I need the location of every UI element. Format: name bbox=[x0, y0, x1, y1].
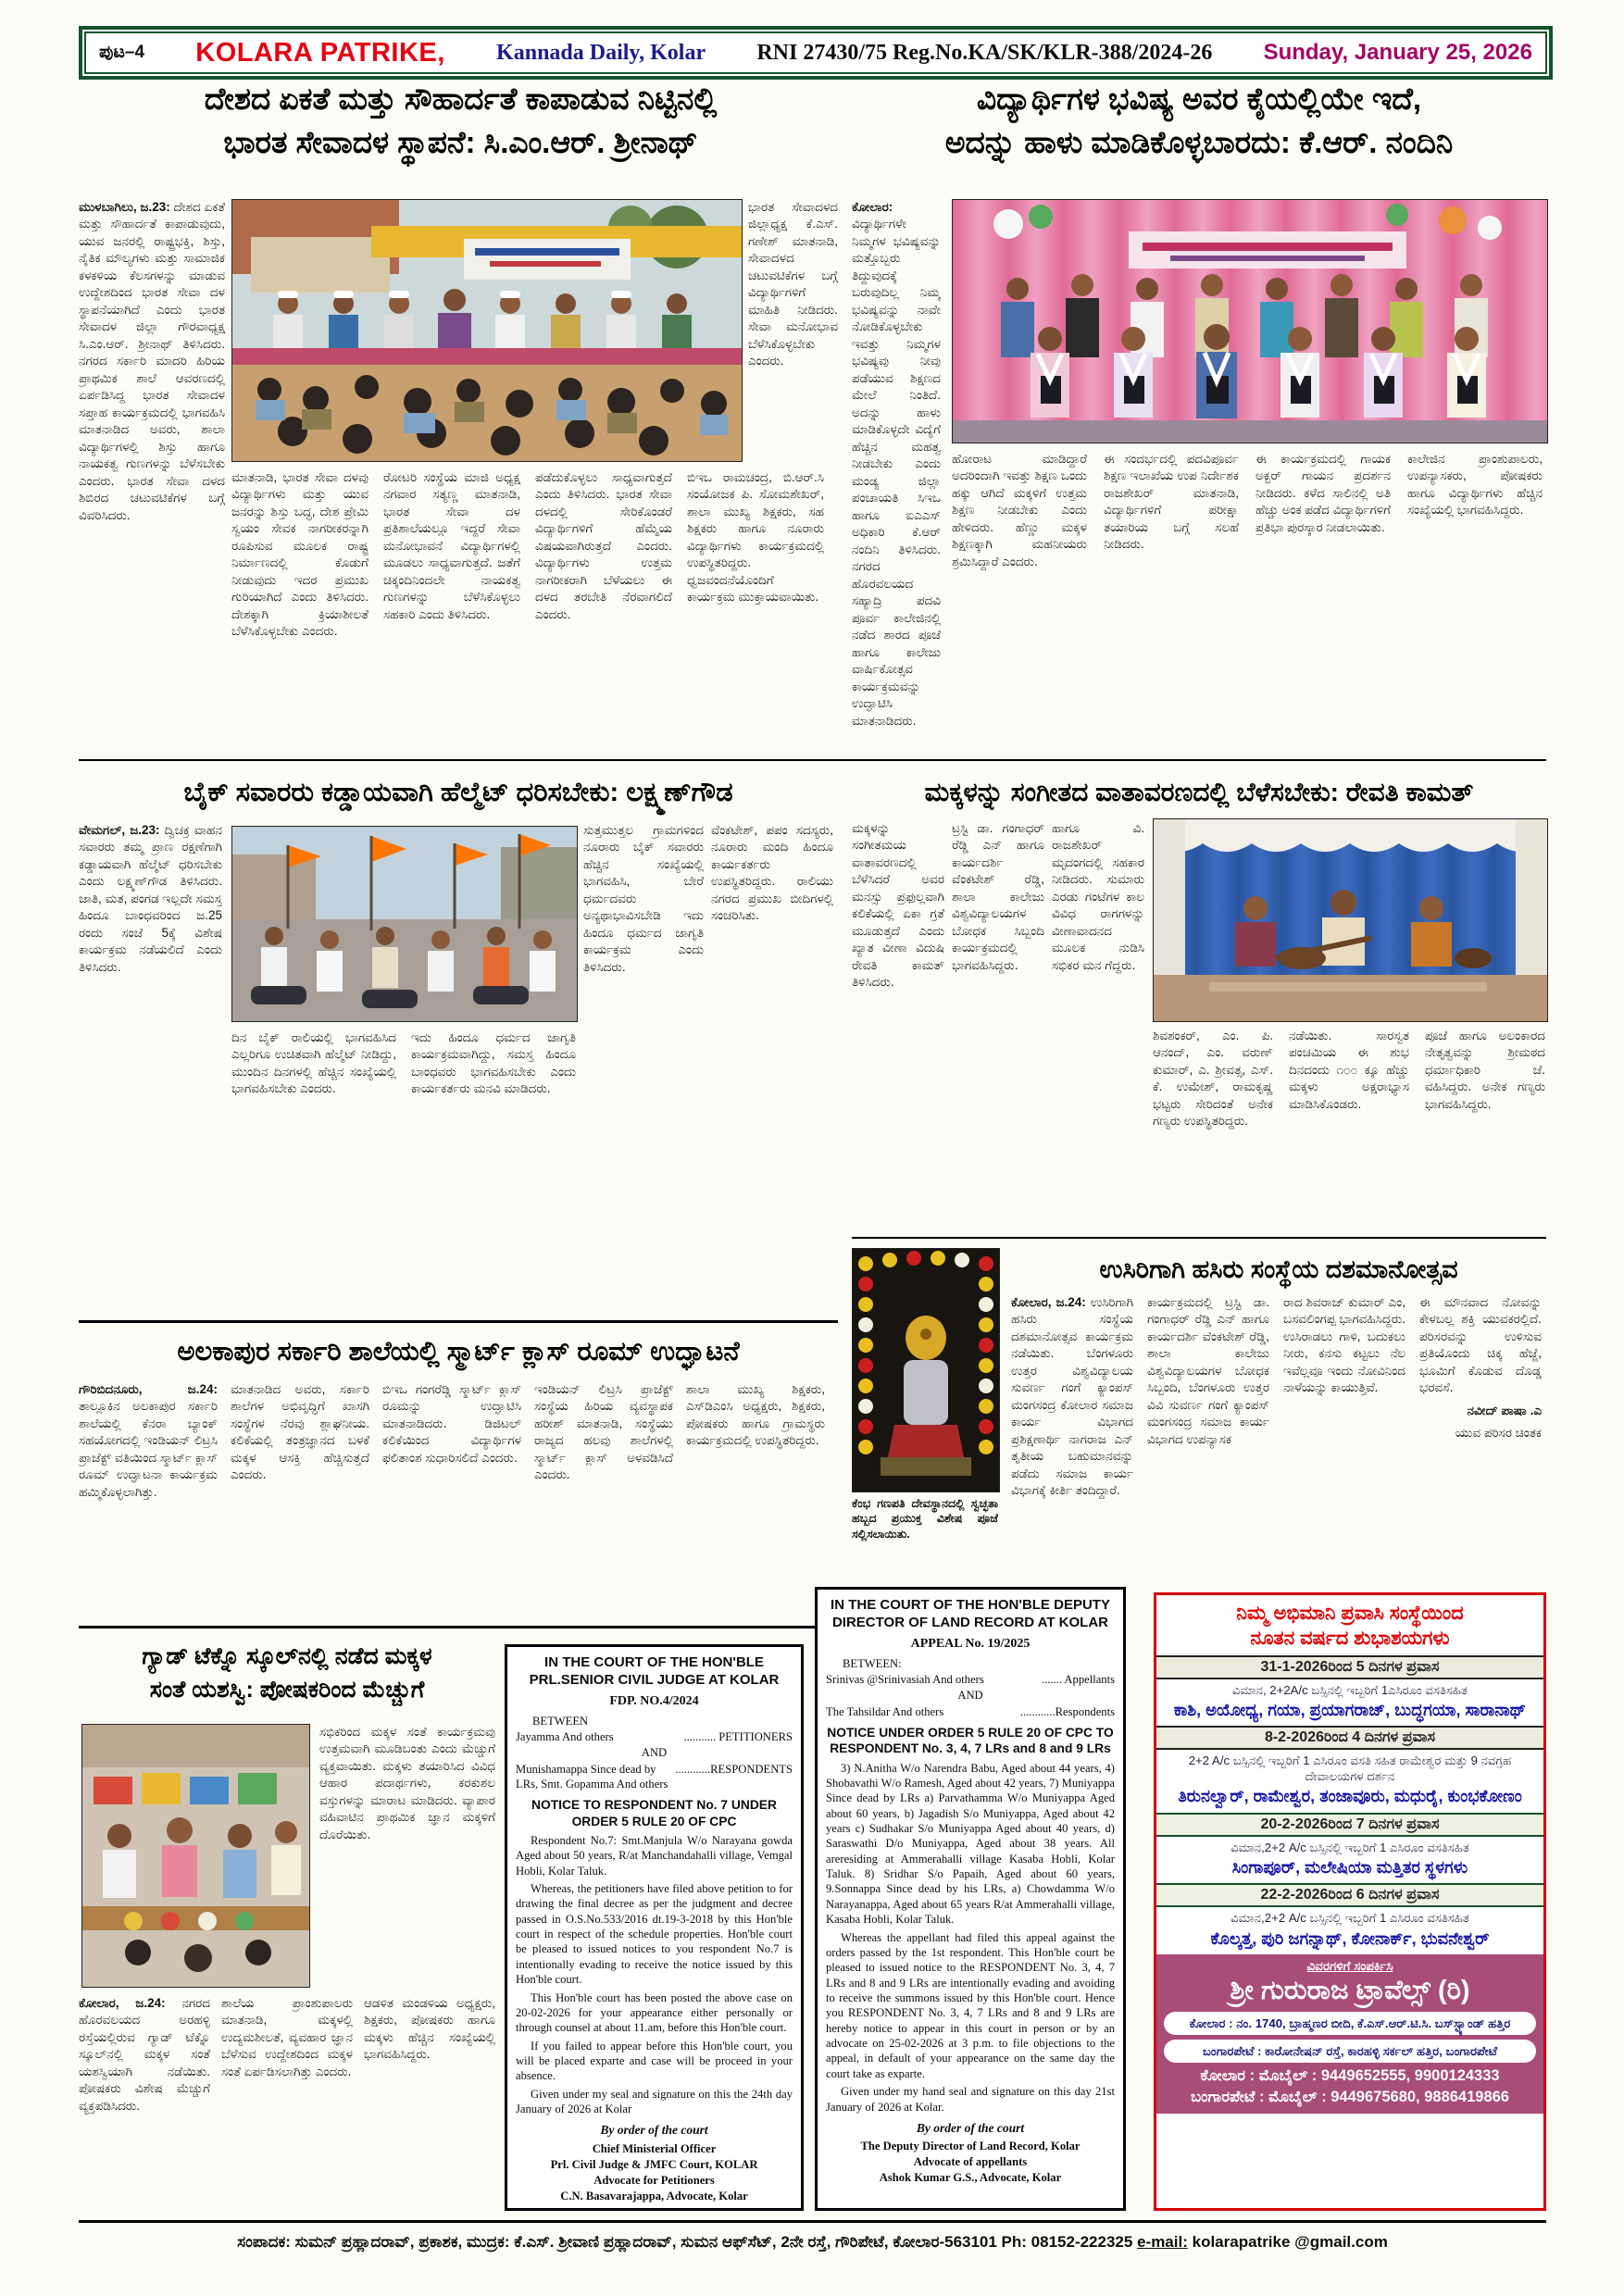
nandini-col-2 bbox=[1104, 451, 1239, 745]
ad-greeting-line1: ನಿಮ್ಮ ಅಭಿಮಾನಿ ಪ್ರವಾಸಿ ಸಂಸ್ಥೆಯಿಂದ bbox=[1236, 1603, 1464, 1624]
headline-santhe bbox=[79, 1641, 495, 1706]
sevadal-col-2 bbox=[383, 469, 520, 745]
music-below-3 bbox=[1425, 1028, 1545, 1231]
deity-photo-caption bbox=[852, 1496, 998, 1581]
santhe-col-3 bbox=[364, 1995, 495, 2213]
helmet-col-left bbox=[79, 822, 222, 1313]
divider-helmet-bottom bbox=[79, 1320, 838, 1323]
ad-tour3-date-bar: 20-2-2026ರಿಂದ 7 ದಿನಗಳ ಪ್ರವಾಸ bbox=[1156, 1813, 1543, 1837]
headline-helmet bbox=[79, 774, 838, 812]
ad-contact-label: ವಿವರಗಳಿಗೆ ಸಂಪರ್ಕಿಸಿ bbox=[1306, 1958, 1393, 1973]
footer-email: kolarapatrike @gmail.com bbox=[1192, 2233, 1388, 2251]
ad-tour3-places: ಸಿಂಗಾಪೂರ್, ಮಲೇಷಿಯಾ ಮತ್ತಿತರ ಸ್ಥಳಗಳು bbox=[1231, 1858, 1468, 1877]
civil-between-label: BETWEEN bbox=[532, 1714, 589, 1728]
land-appellants-row bbox=[826, 1672, 1115, 1687]
civil-and-label: AND bbox=[641, 1746, 668, 1760]
headline-music bbox=[852, 774, 1546, 811]
headline-green-text: ಉಸಿರಿಗಾಗಿ ಹಸಿರು ಸಂಸ್ಥೆಯ ದಶಮಾನೋತ್ಸವ bbox=[1099, 1255, 1458, 1283]
sevadal-col-1 bbox=[231, 469, 369, 745]
headline-green bbox=[1011, 1252, 1546, 1287]
civil-petitioners-row bbox=[516, 1729, 793, 1744]
smartclass-col-5 bbox=[686, 1381, 825, 1615]
civil-petitioner-label: ........... PETITIONERS bbox=[683, 1730, 793, 1744]
smartclass-col-5-text: ಶಾಲಾ ಮುಖ್ಯ ಶಿಕ್ಷಕರು, ಎಸ್‌ಡಿಎಂಸಿ ಅಧ್ಯಕ್ಷರು, ಶಿಕ್ಷಕರು, ಪೋಷಕರು ಹಾಗೂ ಗ್ರಾಮಸ್ಥರು ಕಾರ್ಯಕ್ರಮದಲ್ಲಿ ಉಪಸ್ಥಿತರಿದ್ದರು. bbox=[686, 1382, 825, 1448]
ad-address-bangarpet: ಬಂಗಾರಪೇಟೆ : ಕಾರೋನೇಷನ್ ರಸ್ತೆ, ಕಾರಹಳ್ಳಿ ಸರ್ಕಲ್ ಹತ್ತಿರ, ಬಂಗಾರಪೇಟೆ bbox=[1164, 2040, 1536, 2063]
photo-deity-pooja bbox=[852, 1248, 1000, 1492]
smartclass-col-4-text: ಇಂಡಿಯನ್ ಲಿಟ್ರಸಿ ಪ್ರಾಜೆಕ್ಟ್ ಸಂಸ್ಥೆಯ ಹಿರಿಯ ವ್ಯವಸ್ಥಾಪಕ ಹರೀಶ್ ಮಾತನಾಡಿ, ಸಂಸ್ಥೆಯು ರಾಜ್ಯದ ಹಲವು ಶಾಲೆಗಳಲ್ಲಿ ಸ್ಮಾರ್ಟ್ ಕ್ಲಾಸ್ ಅಳವಡಿಸಿದೆ ಎಂದರು. bbox=[534, 1382, 673, 1482]
civil-court-title-1: IN THE COURT OF THE HON'BLE bbox=[544, 1654, 764, 1670]
civil-court-title-2: PRL.SENIOR CIVIL JUDGE AT KOLAR bbox=[529, 1671, 780, 1688]
paper-subtitle: Kannada Daily, Kolar bbox=[496, 40, 706, 65]
helmet-col-2-text: ಸುತ್ತಮುತ್ತಲ ಗ್ರಾಮಗಳಿಂದ ನೂರಾರು ಬೈಕ್ ಸವಾರರು ಹೆಚ್ಚಿನ ಸಂಖ್ಯೆಯಲ್ಲಿ ಭಾಗವಹಿಸಿ, ಬೇರೆ ಧರ್ಮದವರು ಅನ್ಯಥಾಭಾವಿಸಬೇಡಿ ಇದು ಹಿಂದೂ ಧರ್ಮದ ಜಾಗೃತಿ ಕಾರ್ಯಕ್ರಮ ಎಂದು ತಿಳಿಸಿದರು. bbox=[583, 823, 704, 974]
santhe-col-side bbox=[319, 1724, 495, 1986]
nandini-col-4 bbox=[1407, 451, 1543, 745]
sevadal-intro: ದೇಶದ ಏಕತೆ ಮತ್ತು ಸೌಹಾರ್ದತೆ ಕಾಪಾಡುವುದು, ಯುವ ಜನರಲ್ಲಿ ರಾಷ್ಟ್ರಭಕ್ತಿ, ಶಿಸ್ತು, ನೈತಿಕ ಮೌಲ್ಯಗಳು ಮತ್ತು ಸಾಮಾಜಿಕ ಕಳಕಳಿಯ ಕೆಲಸಗಳನ್ನು ಮಾಡುವ ಉದ್ದೇಶದಿಂದ ಭಾರತ ಸೇವಾ ದಳ ಸ್ಥಾಪನೆಯಾಗಿದೆ ಎಂದು ಭಾರತ ಸೇವಾದಳ ಜಿಲ್ಲಾ ಗೌರವಾಧ್ಯಕ್ಷ ಸಿ.ಎಂ.ಆರ್. ಶ್ರೀನಾಥ್ ತಿಳಿಸಿದರು. ನಗರದ ಸರ್ಕಾರಿ ಮಾದರಿ ಹಿರಿಯ ಪ್ರಾಥಮಿಕ ಶಾಲೆ ಆವರಣದಲ್ಲಿ ಏರ್ಪಡಿಸಿದ್ದ ಭಾರತ ಸೇವಾದಳ ಸಪ್ತಾಹ ಕಾರ್ಯಕ್ರಮದಲ್ಲಿ ಭಾಗವಹಿಸಿ ಮಾತನಾಡಿದ ಅವರು, ಶಾಲಾ ವಿದ್ಯಾರ್ಥಿಗಳಲ್ಲಿ ಶಿಸ್ತು ಹಾಗೂ ನಾಯಕತ್ವ ಗುಣಗಳನ್ನು ಬೆಳೆಸಬೇಕು ಎಂದರು. ಭಾರತ ಸೇವಾ ದಳದ ಶಿಬಿರದ ಚಟುವಟಿಕೆಗಳ ಬಗ್ಗೆ ವಿವರಿಸಿದರು. bbox=[79, 200, 225, 522]
headline-nandini bbox=[852, 78, 1546, 165]
land-respondents-row bbox=[826, 1704, 1115, 1719]
music-below-1-text: ಶಿವಶಂಕರ್, ಎಂ. ಪಿ. ಆನಂದ್, ಎಂ. ವರುಣ್ ಕುಮಾರ್, ಎ. ಶ್ರೀವತ್ಸ, ಎಸ್. ಕೆ. ಉಮೇಶ್, ರಾಮಕೃಷ್ಣ ಭಟ್ಟರು ಸೇರಿದಂತೆ ಅನೇಕ ಗಣ್ಯರು ಉಪಸ್ಥಿತರಿದ್ದರು. bbox=[1153, 1029, 1273, 1129]
sevadal-col-3-text: ಪಡೆದುಕೊಳ್ಳಲು ಸಾಧ್ಯವಾಗುತ್ತದೆ ಎಂದು ತಿಳಿಸಿದರು. ಭಾರತ ಸೇವಾ ದಳದಲ್ಲಿ ಸೇರಿಕೊಂಡರೆ ವಿದ್ಯಾರ್ಥಿಗಳಿಗೆ ಹೆಮ್ಮೆಯ ವಿಷಯವಾಗಿರುತ್ತದೆ ಎಂದರು. ವಿದ್ಯಾರ್ಥಿಗಳು ಉತ್ತಮ ನಾಗರೀಕರಾಗಿ ಬೆಳೆಯಲು ಈ ದಳದ ತರಬೇತಿ ನೆರವಾಗಲಿದೆ ಎಂದರು. bbox=[535, 470, 672, 621]
land-para-3: Given under my hand seal and signature on this day 21st January of 2026 at Kolar. bbox=[826, 2085, 1115, 2114]
santhe-col-1 bbox=[79, 1995, 210, 2213]
land-para-2: Whereas the appellant had filed this appeal against the orders passed by the 1st respondent. This Hon'ble court be pleased to issued notice to the RESPONDENT No. 3, 4, 7 LRs and 8 and 9 LRs are intentionally evading and avoiding to receive the summons issued by this Hon'ble court. Hence you RESPONDENT No. 3, 4, 7 LRs and 8 and 9 LRs are hereby notice to appear in this court in person or by an advocate on 25-02-2026 at 3 p.m. to file objections to the appeal, in default of your appearance on the same day the court take as exparte. bbox=[826, 1930, 1115, 2080]
green-signature-name: ನವೀದ್ ಪಾಷಾ .ಎ bbox=[1467, 1403, 1542, 1417]
headline-santhe-line1: ಗ್ಯಾಡ್ ಟೆಕ್ನೊ ಸ್ಕೂಲ್‌ನಲ್ಲಿ ನಡೆದ ಮಕ್ಕಳ bbox=[142, 1643, 432, 1669]
headline-smartclass-text: ಅಲಕಾಪುರ ಸರ್ಕಾರಿ ಶಾಲೆಯಲ್ಲಿ ಸ್ಮಾರ್ಟ್ ಕ್ಲಾಸ್ ರೂಮ್ ಉದ್ಘಾಟನೆ bbox=[177, 1337, 740, 1366]
music-col-1-text: ಮಕ್ಕಳನ್ನು ಸಂಗೀತಮಯ ವಾತಾವರಣದಲ್ಲಿ ಬೆಳೆಸಿದರೆ ಅವರ ಮನಸ್ಸು ಪ್ರಫುಲ್ಲವಾಗಿ ಕಲಿಕೆಯಲ್ಲಿ ಏಕಾ ಗ್ರತೆ ಮೂಡುತ್ತದೆ ಎಂದು ಖ್ಯಾತ ವೀಣಾ ವಿದುಷಿ ರೇವತಿ ಕಾಮತ್ ತಿಳಿಸಿದರು. bbox=[852, 821, 944, 990]
music-below-3-text: ಪೂಜೆ ಹಾಗೂ ಅಲಂಕಾರದ ನೇತೃತ್ವವನ್ನು ಶ್ರೀಮಠದ ಧರ್ಮಾಧಿಕಾರಿ ಜೆ. ವಹಿಸಿದ್ದರು. ಅನೇಕ ಗಣ್ಯರು ಭಾಗವಹಿಸಿದ್ದರು. bbox=[1425, 1029, 1545, 1111]
photo-santhe-fair bbox=[81, 1724, 310, 1988]
divider-row1 bbox=[79, 759, 1546, 761]
civil-para-1: Respondent No.7: Smt.Manjula W/o Narayana gowda Aged about 50 years, R/at Manchandahalli village, Vemgal Hobli, Kolar Taluk. bbox=[516, 1833, 793, 1878]
civil-respondent-name: Munishamappa Since dead by LRs, Smt. Gopamma And others bbox=[516, 1762, 668, 1791]
music-below-1 bbox=[1153, 1028, 1273, 1231]
headline-smartclass bbox=[79, 1333, 838, 1371]
issue-date: Sunday, January 25, 2026 bbox=[1263, 40, 1532, 65]
civil-notice-subject bbox=[516, 1797, 793, 1828]
sevadal-col-left bbox=[79, 199, 225, 747]
civil-sig-4: C.N. Basavarajappa, Advocate, Kolar bbox=[560, 2189, 748, 2202]
headline-sevadal-line1: ದೇಶದ ಏಕತೆ ಮತ್ತು ಸೌಹಾರ್ದತೆ ಕಾಪಾಡುವ ನಿಟ್ಟಿನಲ್ಲಿ bbox=[204, 81, 718, 116]
photo-nandini-awards bbox=[952, 199, 1548, 443]
green-signature-role: ಯುವ ಪರಿಸರ ಚಿಂತಕ bbox=[1455, 1426, 1542, 1441]
photo-deity-illustration bbox=[853, 1249, 999, 1491]
land-sig-3: Ashok Kumar G.S., Advocate, Kolar bbox=[879, 2171, 1062, 2185]
smartclass-col-2 bbox=[231, 1381, 369, 1615]
land-respondent-name: The Tahsildar And others bbox=[826, 1704, 944, 1718]
nandini-col-left bbox=[852, 199, 941, 747]
land-by-order: By order of the court bbox=[916, 2120, 1025, 2135]
land-notice-subject-2: RESPONDENT No. 3, 4, 7 LRs and 8 and 9 LRs bbox=[830, 1741, 1111, 1756]
land-notice-subject-1: NOTICE UNDER ORDER 5 RULE 20 OF CPC TO bbox=[827, 1726, 1114, 1741]
footer-rule bbox=[79, 2220, 1546, 2223]
music-col-2-text: ಟ್ರಸ್ಟಿ ಡಾ. ಗಂಗಾಧರ್ ರೆಡ್ಡಿ ಎನ್ ಹಾಗೂ ಕಾರ್ಯದರ್ಶಿ ವೆಂಕಟೇಶ್ ರೆಡ್ಡಿ, ಶಾಲಾ ಕಾಲೇಜು ವಿಶ್ವವಿದ್ಯಾಲಯಗಳ ಬೋಧಕ ಸಿಬ್ಬಂದಿ ಕಾರ್ಯಕ್ರಮದಲ್ಲಿ ಭಾಗವಹಿಸಿದ್ದರು. bbox=[952, 821, 1044, 972]
civil-para-2: Whereas, the petitioners have filed above petition to for drawing the final decree as per the judgment and decree passed in O.S.No.533/2016 dt.19-3-2018 by this Hon'ble court in respect of the schedule properties. Hon'ble court be pleased to issued notices to you respondent No.7 is intentionally evading to receive the notice issued by this Hon'ble court. bbox=[516, 1882, 793, 1987]
helmet-col-3 bbox=[711, 822, 833, 1313]
smartclass-intro: ತಾಲ್ಲೂಕಿನ ಅಲಕಾಪುರ ಸರ್ಕಾರಿ ಶಾಲೆಯಲ್ಲಿ ಕೆನರಾ ಬ್ಯಾಂಕ್ ಸಹಯೋಗದಲ್ಲಿ ಇಂಡಿಯನ್ ಲಿಟ್ರಸಿ ಪ್ರಾಜೆಕ್ಟ್ ವತಿಯಿಂದ ಸ್ಮಾರ್ಟ್ ಕ್ಲಾಸ್ ರೂಮ್ ಉದ್ಘಾಟನಾ ಕಾರ್ಯಕ್ರಮ ಹಮ್ಮಿಕೊಳ್ಳಲಾಗಿತ್ತು. bbox=[79, 1399, 218, 1499]
headline-music-text: ಮಕ್ಕಳನ್ನು ಸಂಗೀತದ ವಾತಾವರಣದಲ್ಲಿ ಬೆಳೆಸಬೇಕು: ರೇವತಿ ಕಾಮತ್ bbox=[924, 778, 1474, 806]
nandini-intro: ವಿದ್ಯಾರ್ಥಿಗಳೇ ನಿಮ್ಮಗಳ ಭವಿಷ್ಯವನ್ನು ಮತ್ತೊಬ್ಬರು ತಿದ್ದುವುದಕ್ಕೆ ಬರುವುದಿಲ್ಲ ನಿಮ್ಮ ಭವಿಷ್ಯವನ್ನು ನಾವೇ ನೋಡಿಕೊಳ್ಳಬೇಕು ಇವತ್ತು ನಿಮ್ಮಗಳ ಭವಿಷ್ಯವು ನೀವು ಪಡೆಯುವ ಶಿಕ್ಷಣದ ಮೇಲೆ ನಿಂತಿದೆ. ಅದನ್ನು ಹಾಳು ಮಾಡಿಕೊಳ್ಳದೇ ವಿದ್ಯೆಗೆ ಹೆಚ್ಚಿನ ಮಹತ್ವ ನೀಡಬೇಕು ಎಂದು ಮಂಡ್ಯ ಜಿಲ್ಲಾ ಪಂಚಾಯತಿ ಸಿಇಒ ಹಾಗೂ ಐಎಎಸ್ ಅಧಿಕಾರಿ ಕೆ.ಆರ್ ನಂದಿನಿ ತಿಳಿಸಿದರು. ನಗರದ ಹೊರವಲಯದ ಸಹ್ಯಾದ್ರಿ ಪದವಿ ಪೂರ್ವ ಕಾಲೇಜಿನಲ್ಲಿ ನಡೆದ ಶಾರದ ಪೂಜೆ ಹಾಗೂ ಕಾಲೇಜು ವಾರ್ಷಿಕೋತ್ಸವ ಕಾರ್ಯಕ್ರಮವನ್ನು ಉದ್ಘಾಟಿಸಿ ಮಾತನಾಡಿದರು. bbox=[852, 217, 941, 728]
nandini-col-1-text: ಹೋರಾಟ ಮಾಡಿದ್ದಾರೆ ಅದರಿಂದಾಗಿ ಇವತ್ತು ಶಿಕ್ಷಣ ಒಂದು ಹಕ್ಕು ಆಗಿದೆ ಮಕ್ಕಳಿಗೆ ಉತ್ತಮ ಶಿಕ್ಷಣ ನೀಡಬೇಕು ಎಂದು ಹೇಳಿದರು. ಹೆಣ್ಣು ಮಕ್ಕಳ ಶಿಕ್ಷಣಕ್ಕಾಗಿ ಮಹನೀಯರು ಶ್ರಮಿಸಿದ್ದಾರೆ ಎಂದರು. bbox=[952, 452, 1087, 568]
ad-greeting-line2: ನೂತನ ವರ್ಷದ ಶುಭಾಶಯಗಳು bbox=[1250, 1628, 1450, 1650]
civil-sig-1: Chief Ministerial Officer bbox=[592, 2141, 717, 2155]
land-appellant-name: Srinivas @Srinivasiah And others bbox=[826, 1673, 984, 1687]
ad-agency-name: ಶ್ರೀ ಗುರುರಾಜ ಟ್ರಾವೆಲ್ಸ್ (ರಿ) bbox=[1230, 1975, 1470, 2005]
photo-santhe-illustration bbox=[82, 1725, 309, 1987]
page-number-label: ಪುಟ–4 bbox=[99, 43, 145, 62]
ad-greeting bbox=[1156, 1595, 1543, 1655]
legal-notice-civil bbox=[505, 1644, 804, 2211]
smartclass-col-1 bbox=[79, 1381, 218, 1615]
helmet-intro: ದ್ವಿಚಕ್ರ ವಾಹನ ಸವಾರರು ತಮ್ಮ ಪ್ರಾಣ ರಕ್ಷಣೆಗಾಗಿ ಕಡ್ಡಾಯವಾಗಿ ಹೆಲ್ಮೆಟ್ ಧರಿಸಬೇಕು ಎಂದು ಲಕ್ಷ್ಮಣ್‌ಗೌಡ ತಿಳಿಸಿದರು. ಜಾತಿ, ಮತ, ಪಂಗಡ ಇಲ್ಲದೇ ಸಮಸ್ತ ಹಿಂದೂ ಬಾಂಧವರಿಂದ ಜ.25 ರಂದು ಸಂಜೆ 5ಕ್ಕೆ ವಿಶೇಷ ಕಾರ್ಯಕ್ರಮ ನಡೆಯಲಿದೆ ಎಂದು ತಿಳಿಸಿದರು. bbox=[79, 823, 222, 974]
civil-sig-3: Advocate for Petitioners bbox=[593, 2173, 715, 2187]
civil-respondents-row bbox=[516, 1762, 793, 1792]
smartclass-col-4 bbox=[534, 1381, 673, 1615]
nandini-col-3 bbox=[1255, 451, 1391, 745]
helmet-col-4 bbox=[231, 1029, 396, 1313]
santhe-col-2-text: ಶಾಲೆಯ ಪ್ರಾಂಶುಪಾಲರು ಮಾತನಾಡಿ, ಮಕ್ಕಳಲ್ಲಿ ಉದ್ಯಮಶೀಲತೆ, ವ್ಯವಹಾರ ಜ್ಞಾನ ಬೆಳೆಸುವ ಉದ್ದೇಶದಿಂದ ಮಕ್ಕಳ ಸಂತೆ ಏರ್ಪಡಿಸಲಾಗಿತ್ತು ಎಂದರು. bbox=[221, 1996, 353, 2078]
nandini-col-3-text: ಈ ಕಾರ್ಯಕ್ರಮದಲ್ಲಿ ಗಾಯಕ ಅಕ್ಬರ್ ಗಾಯನ ಪ್ರದರ್ಶನ ನೀಡಿದರು. ಕಳೆದ ಸಾಲಿನಲ್ಲಿ ಅತಿ ಹೆಚ್ಚು ಅಂಕ ಪಡೆದ ವಿದ್ಯಾರ್ಥಿಗಳಿಗೆ ಪ್ರತಿಭಾ ಪುರಸ್ಕಾರ ನೀಡಲಾಯಿತು. bbox=[1255, 452, 1391, 534]
footer-imprint bbox=[79, 2233, 1546, 2252]
ad-tour1-desc: ವಿಮಾನ, 2+2A/c ಬಸ್ಸಿನಲ್ಲಿ ಇಬ್ಬರಿಗೆ 1ಎಸಿರೂಂ ವಸತಿಸಹಿತ bbox=[1231, 1682, 1468, 1697]
santhe-side-text: ಸಭಿಕರಿಂದ ಮಕ್ಕಳ ಸಂತೆ ಕಾರ್ಯಕ್ರಮವು ಉತ್ತಮವಾಗಿ ಮೂಡಿಬಂತು ಎಂದು ಮೆಚ್ಚುಗೆ ವ್ಯಕ್ತವಾಯಿತು. ಮಕ್ಕಳು ತಯಾರಿಸಿದ ವಿವಿಧ ಆಹಾರ ಪದಾರ್ಥಗಳು, ಕರಕುಶಲ ವಸ್ತುಗಳನ್ನು ಮಾರಾಟ ಮಾಡಿದರು. ವ್ಯಾಪಾರ ವಹಿವಾಟಿನ ಪ್ರಾಥಮಿಕ ಜ್ಞಾನ ಮಕ್ಕಳಿಗೆ ದೊರೆಯಿತು. bbox=[319, 1725, 495, 1841]
sevadal-col-2-text: ರೋಟರಿ ಸಂಸ್ಥೆಯ ಮಾಜಿ ಅಧ್ಯಕ್ಷ ನಗವಾರ ಸತ್ಯಣ್ಣ ಮಾತನಾಡಿ, ಭಾರತ ಸೇವಾ ದಳ ಪ್ರತಿಶಾಲೆಯಲ್ಲೂ ಇದ್ದರೆ ಸೇವಾ ಮನೋಭಾವನೆ ವಿದ್ಯಾರ್ಥಿಗಳಲ್ಲಿ ಮೂಡಲು ಸಾಧ್ಯವಾಗುತ್ತದೆ. ಜತೆಗೆ ಚಿಕ್ಕಂದಿನಿಂದಲೇ ನಾಯಕತ್ವ ಗುಣಗಳನ್ನು ಬೆಳೆಸಿಕೊಳ್ಳಲು ಸಹಕಾರಿ ಎಂದು ತಿಳಿಸಿದರು. bbox=[383, 470, 520, 621]
nandini-dateline: ಕೋಲಾರ: bbox=[852, 200, 893, 214]
sevadal-col-4-text: ಬಿಇಒ ರಾಮಚಂದ್ರ, ಬಿ.ಆರ್.ಸಿ ಸಂಯೋಜಕ ಪಿ. ಸೋಮಶೇಖರ್, ಶಾಲಾ ಮುಖ್ಯ ಶಿಕ್ಷಕರು, ಸಹ ಶಿಕ್ಷಕರು ಹಾಗೂ ನೂರಾರು ವಿದ್ಯಾರ್ಥಿಗಳು ಕಾರ್ಯಕ್ರಮದಲ್ಲಿ ಉಪಸ್ಥಿತರಿದ್ದರು. ಧ್ವಜವಂದನೆಯೊಂದಿಗೆ ಕಾರ್ಯಕ್ರಮ ಮುಕ್ತಾಯವಾಯಿತು. bbox=[687, 470, 824, 605]
sevadal-col-4 bbox=[687, 469, 824, 745]
helmet-col-4-text: ದಿನ ಬೈಕ್ ರಾಲಿಯಲ್ಲಿ ಭಾಗವಹಿಸಿದ ಎಲ್ಲರಿಗೂ ಉಚಿತವಾಗಿ ಹೆಲ್ಮೆಟ್ ನೀಡಿದ್ದು, ಮುಂದಿನ ದಿನಗಳಲ್ಲಿ ಹೆಚ್ಚಿನ ಸಂಖ್ಯೆಯಲ್ಲಿ ಭಾಗವಹಿಸಬೇಕು ಎಂದರು. bbox=[231, 1030, 396, 1096]
land-court-title-1: IN THE COURT OF THE HON'BLE DEPUTY bbox=[831, 1597, 1110, 1613]
land-and-label: AND bbox=[957, 1689, 983, 1703]
civil-para-3: This Hon'ble court has been posted the above case on 20-02-2026 for your appearance either personally or through counsel at about 11.am, before this Hon'ble court. bbox=[516, 1990, 793, 2035]
santhe-col-3-text: ಆಡಳಿತ ಮಂಡಳಿಯ ಅಧ್ಯಕ್ಷರು, ಶಿಕ್ಷಕರು, ಪೋಷಕರು ಹಾಗೂ ಮಕ್ಕಳು ಹೆಚ್ಚಿನ ಸಂಖ್ಯೆಯಲ್ಲಿ ಭಾಗವಹಿಸಿದ್ದರು. bbox=[364, 1996, 495, 2062]
helmet-dateline: ವೇಮಗಲ್, ಜ.23: bbox=[79, 823, 160, 837]
helmet-col-3-text: ವೆಂಕಟೇಶ್, ಪಪಂ ಸದಸ್ಯರು, ನೂರಾರು ಮಂದಿ ಹಿಂದೂ ಕಾರ್ಯಕರ್ತರು ಉಪಸ್ಥಿತರಿದ್ದರು. ರಾಲಿಯು ನಗರದ ಪ್ರಮುಖ ಬೀದಿಗಳಲ್ಲಿ ಸಂಚರಿಸಿತು. bbox=[711, 823, 833, 923]
civil-case-number: FDP. NO.4/2024 bbox=[609, 1693, 699, 1708]
ad-tour4-desc: ವಿಮಾನ,2+2 A/c ಬಸ್ಸಿನಲ್ಲಿ ಇಬ್ಬರಿಗೆ 1 ಎಸಿರೂಂ ವಸತಿಸಹಿತ bbox=[1230, 1911, 1469, 1926]
ad-address-kolar: ಕೋಲಾರ : ನಂ. 1740, ಬ್ರಾಹ್ಮಣರ ಬೀದಿ, ಕೆ.ಎಸ್.ಆರ್.ಟಿ.ಸಿ. ಬಸ್‌ಸ್ಟ್ಯಾಂಡ್ ಹತ್ತಿರ bbox=[1164, 2012, 1536, 2035]
ad-tour2-desc: 2+2 A/c ಬಸ್ಸಿನಲ್ಲಿ ಇಬ್ಬರಿಗೆ 1 ಎಸಿರೂಂ ವಸತಿ ಸಹಿತ ರಾಮೇಶ್ವರ ಮತ್ತು 9 ನವಗ್ರಹ ದೇವಾಲಯಗಳ ದರ್ಶನ bbox=[1188, 1753, 1512, 1784]
helmet-col-5 bbox=[411, 1029, 576, 1313]
ad-phone-bangarpet: ಬಂಗಾರಪೇಟೆ : ಮೊಬೈಲ್ : 9449675680, 9886419866 bbox=[1191, 2089, 1509, 2106]
civil-para-4: If you failed to appear before this Hon'ble court, you will be placed exparte and case will be proceed in your absence. bbox=[516, 2039, 793, 2083]
green-dateline: ಕೋಲಾರ, ಜ.24: bbox=[1011, 1295, 1086, 1309]
headline-santhe-line2: ಸಂತೆ ಯಶಸ್ವಿ: ಪೋಷಕರಿಂದ ಮೆಚ್ಚುಗೆ bbox=[149, 1676, 425, 1703]
smartclass-col-2-text: ಮಾತನಾಡಿದ ಅವರು, ಸರ್ಕಾರಿ ಶಾಲೆಗಳ ಅಭಿವೃದ್ಧಿಗೆ ಖಾಸಗಿ ಸಂಸ್ಥೆಗಳ ನೆರವು ಶ್ಲಾಘನೀಯ. ಕಲಿಕೆಯಲ್ಲಿ ತಂತ್ರಜ್ಞಾನದ ಬಳಕೆ ಮಕ್ಕಳ ಆಸಕ್ತಿ ಹೆಚ್ಚಿಸುತ್ತದೆ ಎಂದರು. bbox=[231, 1382, 369, 1482]
ad-tour1-places: ಕಾಶಿ, ಅಯೋಧ್ಯ, ಗಯಾ, ಪ್ರಯಾಗರಾಜ್, ಬುದ್ಧಗಯಾ, ಸಾರಾನಾಥ್ bbox=[1173, 1700, 1527, 1719]
photo-music-concert bbox=[1153, 818, 1548, 1022]
green-col-4 bbox=[1419, 1294, 1542, 1581]
paper-name: KOLARA PATRIKE, bbox=[195, 37, 445, 68]
land-signatories bbox=[826, 2139, 1115, 2186]
nandini-col-4-text: ಕಾಲೇಜಿನ ಪ್ರಾಂಶುಪಾಲರು, ಉಪನ್ಯಾಸಕರು, ಪೋಷಕರು ಹಾಗೂ ವಿದ್ಯಾರ್ಥಿಗಳು ಹೆಚ್ಚಿನ ಸಂಖ್ಯೆಯಲ್ಲಿ ಭಾಗವಹಿಸಿದ್ದರು. bbox=[1407, 452, 1543, 518]
sevadal-col-1-text: ಮಾತನಾಡಿ, ಭಾರತ ಸೇವಾ ದಳವು ವಿದ್ಯಾರ್ಥಿಗಳು ಮತ್ತು ಯುವ ಜನರನ್ನು ಶಿಸ್ತು ಬದ್ಧ, ದೇಶ ಪ್ರೇಮಿ ಸ್ವಯಂ ಸೇವಕ ನಾಗರೀಕರನ್ನಾಗಿ ರೂಪಿಸುವ ಮೂಲಕ ರಾಷ್ಟ್ರ ನಿರ್ಮಾಣದಲ್ಲಿ ಕೊಡುಗೆ ನೀಡುವುದು ಇದರ ಪ್ರಮುಖ ಗುರಿಯಾಗಿದೆ ಎಂದು ತಿಳಿಸಿದರು. ದೇಶಕ್ಕಾಗಿ ಕ್ರಿಯಾಶೀಲತೆ ಬೆಳೆಸಿಕೊಳ್ಳಬೇಕು ಎಂದರು. bbox=[231, 470, 369, 639]
photo-nandini-illustration bbox=[953, 200, 1547, 443]
music-col-2 bbox=[952, 820, 1044, 1229]
legal-notice-land bbox=[815, 1587, 1126, 2211]
travel-advertisement bbox=[1154, 1592, 1546, 2211]
ad-tour2-date-bar: 8-2-2026ರಿಂದ 4 ದಿನಗಳ ಪ್ರವಾಸ bbox=[1156, 1726, 1543, 1750]
land-sig-1: The Deputy Director of Land Record, Kolar bbox=[860, 2140, 1081, 2153]
music-col-3 bbox=[1052, 820, 1144, 1229]
ad-phone-kolar: ಕೋಲಾರ : ಮೊಬೈಲ್ : 9449652555, 9900124333 bbox=[1200, 2067, 1500, 2085]
registration-number: RNI 27430/75 Reg.No.KA/SK/KLR-388/2024-26 bbox=[756, 40, 1213, 65]
civil-para-5: Given under my seal and signature on this the 24th day January of 2026 at Kolar bbox=[516, 2087, 793, 2116]
civil-notice-subject-2: ORDER 5 RULE 20 OF CPC bbox=[571, 1814, 737, 1828]
ad-tour3-desc: ವಿಮಾನ,2+2 A/c ಬಸ್ಸಿನಲ್ಲಿ ಇಬ್ಬರಿಗೆ 1 ಎಸಿರೂಂ ವಸತಿಸಹಿತ bbox=[1230, 1840, 1469, 1854]
santhe-col-2 bbox=[221, 1995, 353, 2213]
footer-email-label: e-mail: bbox=[1137, 2233, 1188, 2251]
sevadal-col-side bbox=[748, 199, 838, 460]
music-below-2-text: ನಡೆಯಿತು. ಸಾರಸ್ವತ ಪಂಚಮಿಯ ಈ ಶುಭ ದಿನದಂದು ೧೦೦ ಕ್ಕೂ ಹೆಚ್ಚು ಮಕ್ಕಳು ಅಕ್ಷರಾಭ್ಯಾಸ ಮಾಡಿಸಿಕೊಂಡರು. bbox=[1289, 1029, 1409, 1111]
land-court-title-2: DIRECTOR OF LAND RECORD AT KOLAR bbox=[831, 1614, 1109, 1630]
photo-helmet-illustration bbox=[232, 827, 577, 1021]
masthead bbox=[79, 26, 1553, 80]
green-col-3 bbox=[1283, 1294, 1405, 1581]
divider-smartclass-bottom bbox=[79, 1626, 838, 1628]
sevadal-dateline: ಮುಳಬಾಗಿಲು, ಜ.23: bbox=[79, 200, 170, 214]
photo-music-illustration bbox=[1154, 819, 1547, 1021]
santhe-intro: ನಗರದ ಹೊರವಲಯದ ಅರಹಳ್ಳಿ ರಸ್ತೆಯಲ್ಲಿರುವ ಗ್ಯಾಡ್ ಟೆಕ್ನೊ ಸ್ಕೂಲ್‌ನಲ್ಲಿ ಮಕ್ಕಳ ಸಂತೆ ಯಶಸ್ವಿಯಾಗಿ ನಡೆಯಿತು. ಪೋಷಕರು ವಿಶೇಷ ಮೆಚ್ಚುಗೆ ವ್ಯಕ್ತಪಡಿಸಿದರು. bbox=[79, 1996, 210, 2113]
green-col-2 bbox=[1147, 1294, 1269, 1581]
santhe-dateline: ಕೋಲಾರ, ಜ.24: bbox=[79, 1996, 166, 2010]
headline-nandini-line1: ವಿದ್ಯಾರ್ಥಿಗಳ ಭವಿಷ್ಯ ಅವರ ಕೈಯಲ್ಲಿಯೇ ಇದೆ, bbox=[976, 81, 1422, 116]
green-col-4-text: ಈ ಮೌನವಾದ ನೋವನ್ನು ಕೇಳಬಲ್ಲ ಶಕ್ತಿ ಯುವಕರಲ್ಲಿದೆ. ಪರಿಸರವನ್ನು ಉಳಿಸುವ ಪ್ರತಿಯೊಂದು ಚಿಕ್ಕ ಹೆಜ್ಜೆ, ಭೂಮಿಗೆ ಕೊಡುವ ದೊಡ್ಡ ಭರವಸೆ. bbox=[1419, 1295, 1542, 1395]
green-intro: ಉಸಿರಿಗಾಗಿ ಹಸಿರು ಸಂಸ್ಥೆಯ ದಶಮಾನೋತ್ಸವ ಕಾರ್ಯಕ್ರಮ ನಡೆಯಿತು. ಬೆಂಗಳೂರು ಉತ್ತರ ವಿಶ್ವವಿದ್ಯಾಲಯ ಸುವರ್ಣ ಗಂಗೆ ಕ್ಯಾಂಪಸ್ ಮಂಗಸಂದ್ರ ಕೋಲಾರ ಸಮಾಜ ಕಾರ್ಯ ವಿಭಾಗದ ಪ್ರಶಿಕ್ಷಣಾರ್ಥಿ ನಾಗರಾಜ ಎನ್ ತೃತೀಯ ಬಹುಮಾನವನ್ನು ಪಡೆದು ಸಮಾಜ ಕಾರ್ಯ ವಿಭಾಗಕ್ಕೆ ಕೀರ್ತಿ ತಂದಿದ್ದಾರೆ. bbox=[1011, 1295, 1133, 1498]
helmet-col-2 bbox=[583, 822, 704, 1313]
ad-tour2-places: ತಿರುನಲ್ವಾರ್, ರಾಮೇಶ್ವರ, ತಂಜಾವೂರು, ಮಧುರೈ, ಕುಂಭಕೋಣಂ bbox=[1178, 1787, 1522, 1806]
land-sig-2: Advocate of appellants bbox=[913, 2155, 1028, 2169]
land-para-1: 3) N.Anitha W/o Narendra Babu, Aged about 44 years, 4) Shobavathi W/o Ramesh, Aged about 42 years, 7) Muniyappa Since dead by LRs a) Parvathamma W/o Muniyappa Aged about 60 years, b) Jagadish S/o Muniyappa, Aged about 42 years c) Sudhakar S/o Muniyappa Aged about 40 years, d) Saraswathi D/o Muniyappa, Aged about 38 years. All areresiding at Ammerahalli village Kasaba Hobli, Kolar Taluk. 8) Sridhar S/o Papaih, Aged about 60 years, 9.Sonnappa Since dead by his LRs, a) Chowdamma W/o Narayanappa, Aged about 65 years R/at Ammerahalli village, Kasaba Hobli, Kolar Taluk. bbox=[826, 1761, 1115, 1927]
headline-sevadal-line2: ಭಾರತ ಸೇವಾದಳ ಸ್ಥಾಪನೆ: ಸಿ.ಎಂ.ಆರ್. ಶ್ರೀನಾಥ್ bbox=[223, 124, 698, 159]
land-case-number: APPEAL No. 19/2025 bbox=[910, 1636, 1031, 1651]
green-col-1 bbox=[1011, 1294, 1133, 1581]
civil-by-order: By order of the court bbox=[600, 2123, 708, 2138]
land-respondent-label: ............Respondents bbox=[1019, 1704, 1115, 1718]
ad-tour4-date-bar: 22-2-2026ರಿಂದ 6 ದಿನಗಳ ಪ್ರವಾಸ bbox=[1156, 1883, 1543, 1907]
land-notice-subject bbox=[826, 1725, 1115, 1756]
ad-contact-block bbox=[1156, 1954, 1543, 2114]
civil-sig-2: Prl. Civil Judge & JMFC Court, KOLAR bbox=[550, 2157, 758, 2171]
land-appellant-label: ....... Appellants bbox=[1041, 1673, 1115, 1687]
smartclass-dateline: ಗೌರಿಬಿದನೂರು, ಜ.24: bbox=[79, 1382, 218, 1396]
smartclass-col-3-text: ಬಿಇಒ ಗಂಗರೆಡ್ಡಿ ಸ್ಮಾರ್ಟ್ ಕ್ಲಾಸ್ ರೂಮನ್ನು ಉದ್ಘಾಟಿಸಿ ಮಾತನಾಡಿದರು. ಡಿಜಿಟಲ್ ಕಲಿಕೆಯಿಂದ ವಿದ್ಯಾರ್ಥಿಗಳ ಫಲಿತಾಂಶ ಸುಧಾರಿಸಲಿದೆ ಎಂದರು. bbox=[382, 1382, 521, 1465]
sevadal-col-3 bbox=[535, 469, 672, 745]
photo-sevadal-event bbox=[231, 199, 743, 462]
nandini-col-1 bbox=[952, 451, 1087, 745]
music-below-2 bbox=[1289, 1028, 1409, 1231]
civil-notice-subject-1: NOTICE TO RESPONDENT No. 7 UNDER bbox=[531, 1798, 777, 1813]
civil-respondent-label: ............RESPONDENTS bbox=[675, 1762, 793, 1776]
ad-tour1-date-bar: 31-1-2026ರಿಂದ 5 ದಿನಗಳ ಪ್ರವಾಸ bbox=[1156, 1655, 1543, 1679]
footer-imprint-text: ಸಂಪಾದಕ: ಸುಮನ್ ಪ್ರಹ್ಲಾದರಾವ್, ಪ್ರಕಾಶಕ, ಮುದ್ರಕ: ಕೆ.ಎಸ್. ಶ್ರೀವಾಣಿ ಪ್ರಹ್ಲಾದರಾವ್, ಸುಮನ ಆಫ್‌ಸೆಟ್, 2ನೇ ರಸ್ತೆ, ಗೌರಿಪೇಟೆ, ಕೋಲಾರ-563101 Ph: 08152-222325 bbox=[237, 2233, 1133, 2251]
nandini-col-2-text: ಈ ಸಂದರ್ಭದಲ್ಲಿ ಪದವಿಪೂರ್ವ ಶಿಕ್ಷಣ ಇಲಾಖೆಯ ಉಪ ನಿರ್ದೇಶಕ ರಾಜಶೇಖರ್ ಮಾತನಾಡಿ, ವಿದ್ಯಾರ್ಥಿಗಳಿಗೆ ಪರೀಕ್ಷಾ ತಯಾರಿಯ ಬಗ್ಗೆ ಸಲಹೆ ನೀಡಿದರು. bbox=[1104, 452, 1239, 552]
green-col-2-text: ಕಾರ್ಯಕ್ರಮದಲ್ಲಿ ಟ್ರಸ್ಟಿ ಡಾ. ಗಂಗಾಧರ್ ರೆಡ್ಡಿ ಎನ್ ಹಾಗೂ ಕಾರ್ಯದರ್ಶಿ ವೆಂಕಟೇಶ್ ರೆಡ್ಡಿ, ಶಾಲಾ ಕಾಲೇಜು ವಿಶ್ವವಿದ್ಯಾಲಯಗಳ ಬೋಧಕ ಸಿಬ್ಬಂದಿ, ಬೆಂಗಳೂರು ಉತ್ತರ ವಿವಿ ಸುವರ್ಣ ಗಂಗೆ ಕ್ಯಾಂಪಸ್ ಮಂಗಸಂದ್ರ ಸಮಾಜ ಕಾರ್ಯ ವಿಭಾಗದ ಉಪನ್ಯಾಸಕ bbox=[1147, 1295, 1269, 1446]
divider-music-bottom bbox=[852, 1237, 1546, 1239]
music-col-1 bbox=[852, 820, 944, 1229]
photo-sevadal-illustration bbox=[232, 200, 742, 461]
civil-signatories bbox=[516, 2141, 793, 2204]
headline-sevadal bbox=[79, 78, 843, 165]
smartclass-col-3 bbox=[382, 1381, 521, 1615]
headline-nandini-line2: ಅದನ್ನು ಹಾಳು ಮಾಡಿಕೊಳ್ಳಬಾರದು: ಕೆ.ಆರ್. ನಂದಿನಿ bbox=[944, 124, 1454, 159]
land-between-label: BETWEEN: bbox=[843, 1656, 902, 1670]
masthead-inner bbox=[84, 31, 1547, 74]
headline-helmet-text: ಬೈಕ್ ಸವಾರರು ಕಡ್ಡಾಯವಾಗಿ ಹೆಲ್ಮೆಟ್ ಧರಿಸಬೇಕು: ಲಕ್ಷ್ಮಣ್‌ಗೌಡ bbox=[183, 778, 733, 807]
sevadal-side-text: ಭಾರತ ಸೇವಾದಳದ ಜಿಲ್ಲಾಧ್ಯಕ್ಷ ಕೆ.ಎಸ್. ಗಣೇಶ್ ಮಾತನಾಡಿ, ಸೇವಾದಳದ ಚಟುವಟಿಕೆಗಳ ಬಗ್ಗೆ ವಿದ್ಯಾರ್ಥಿಗಳಿಗೆ ಮಾಹಿತಿ ನೀಡಿದರು. ಸೇವಾ ಮನೋಭಾವ ಬೆಳೆಸಿಕೊಳ್ಳಬೇಕು ಎಂದರು. bbox=[748, 200, 838, 368]
ad-tour4-places: ಕೊಲ್ಕತ್ತ, ಪುರಿ ಜಗನ್ನಾಥ್, ಕೋನಾರ್ಕ್, ಭುವನೇಶ್ವರ್ bbox=[1210, 1928, 1490, 1948]
green-col-3-text: ರಾದ ಶಿವರಾಜ್ ಕುಮಾರ್ ಎಂ, ಬಸವಲಿಂಗಪ್ಪ ಭಾಗವಹಿಸಿದ್ದರು. ಉಸಿರಾಡಲು ಗಾಳಿ, ಬದುಕಲು ನೀರು, ಕನಸು ಕಟ್ಟಲು ನೆಲ ಇವೆಲ್ಲವೂ ಇಂದು ನೋವಿನಿಂದ ನಾಳೆಯನ್ನು ಕಾಯುತ್ತಿವೆ. bbox=[1283, 1295, 1405, 1395]
civil-petitioner-name: Jayamma And others bbox=[516, 1730, 614, 1744]
deity-photo-caption-text: ಕೆಂಭ ಗಣಪತಿ ದೇವಸ್ಥಾನದಲ್ಲಿ ಸ್ವಚ್ಛತಾ ಹಬ್ಬದ ಪ್ರಯುಕ್ತ ವಿಶೇಷ ಪೂಜೆ ಸಲ್ಲಿಸಲಾಯಿತು. bbox=[852, 1497, 998, 1541]
music-col-3-text: ಹಾಗೂ ವಿ. ರಾಜಶೇಖರ್ ಮೃದಂಗದಲ್ಲಿ ಸಹಕಾರ ನೀಡಿದರು. ಸುಮಾರು ಎರಡು ಗಂಟೆಗಳ ಕಾಲ ವಿವಿಧ ರಾಗಗಳನ್ನು ವೀಣಾವಾದನದ ಮೂಲಕ ನುಡಿಸಿ ಸಭಿಕರ ಮನ ಗೆದ್ದರು. bbox=[1052, 821, 1144, 972]
photo-helmet-rally bbox=[231, 826, 578, 1022]
helmet-col-5-text: ಇದು ಹಿಂದೂ ಧರ್ಮದ ಜಾಗೃತಿ ಕಾರ್ಯಕ್ರಮವಾಗಿದ್ದು, ಸಮಸ್ತ ಹಿಂದೂ ಬಾಂಧವರು ಭಾಗವಹಿಸಬೇಕು ಎಂದು ಕಾರ್ಯಕರ್ತರು ಮನವಿ ಮಾಡಿದರು. bbox=[411, 1030, 576, 1096]
